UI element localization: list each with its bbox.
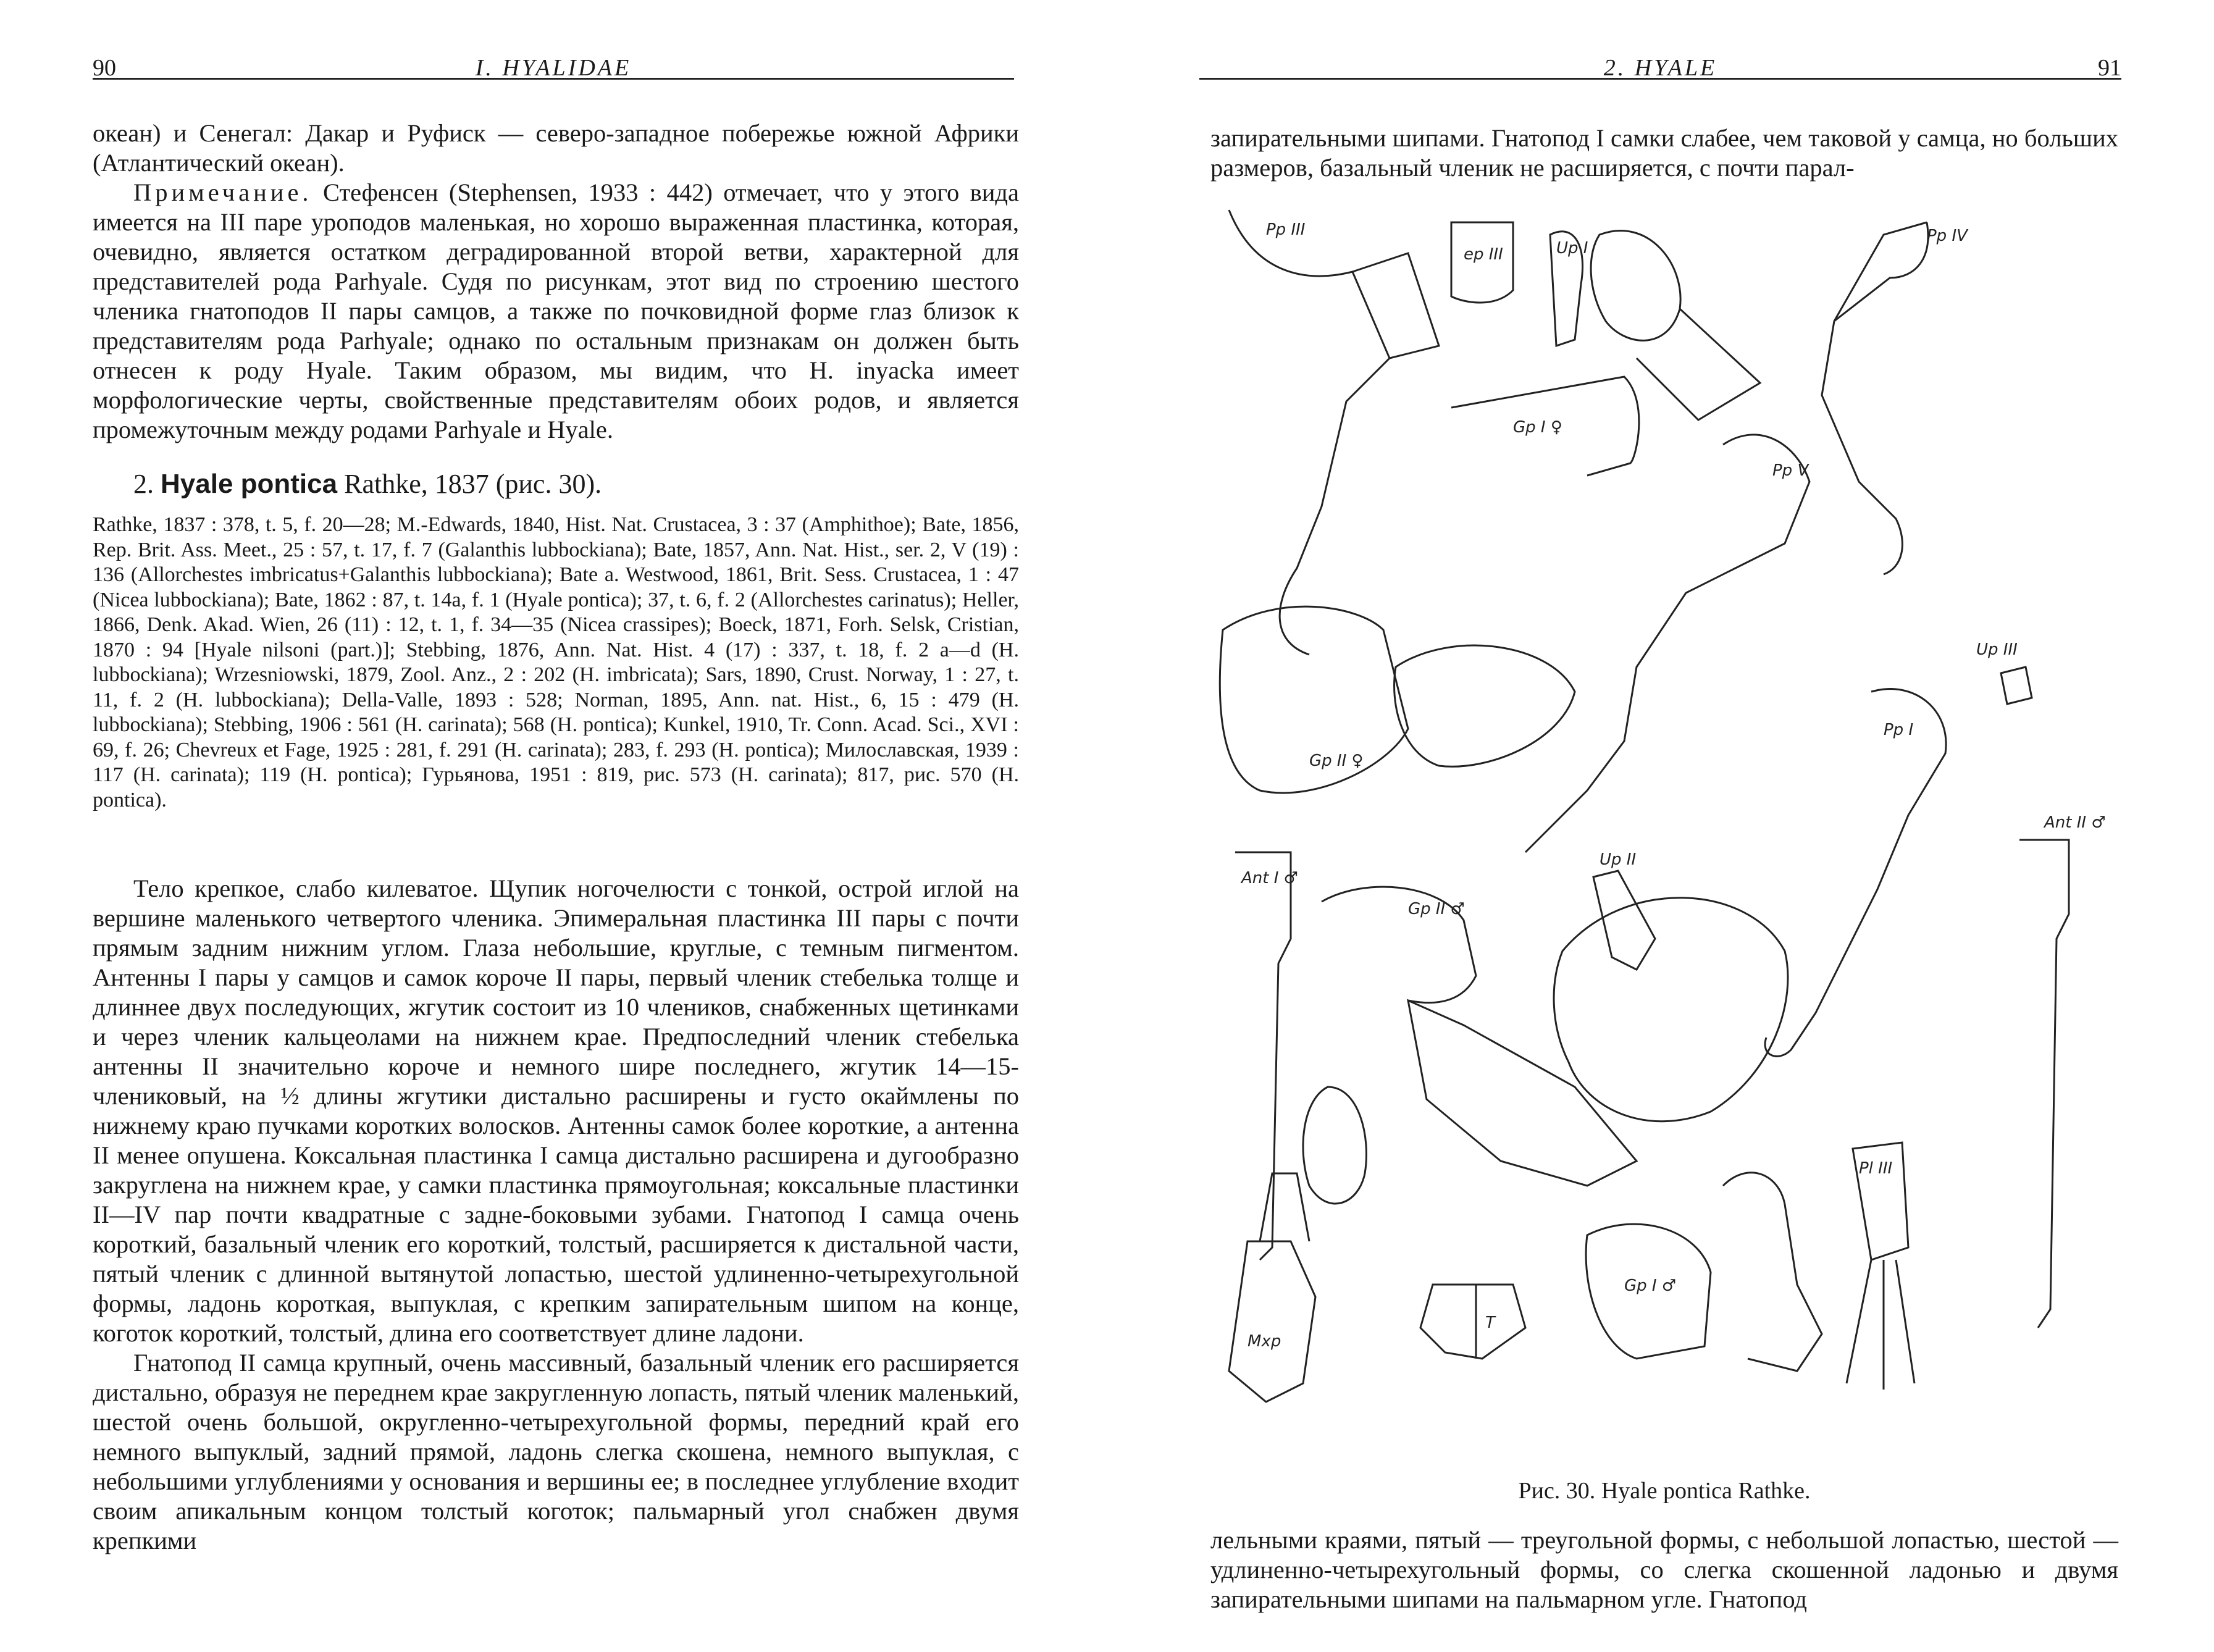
oval-plate [1303, 1087, 1367, 1204]
figure-30-drawing [1204, 198, 2137, 1476]
ant1-male [1235, 852, 1291, 1260]
figure-labels [1240, 220, 2106, 1351]
label-gp1-female: Gp I ♀ [1513, 418, 1562, 437]
up3-uropod [2001, 667, 2032, 704]
left-intro [93, 119, 1019, 445]
label-ant1-male: Ant I ♂ [1241, 869, 1298, 887]
pp3-leg [1229, 210, 1390, 655]
label-up3: Up III [1976, 640, 2018, 659]
label-ep3: ep III [1464, 245, 1503, 264]
label-gp2-male: Gp II ♂ [1408, 900, 1465, 918]
page-number-left: 90 [93, 55, 116, 81]
label-pp5: Pp V [1772, 461, 1809, 480]
gp1-upper [1591, 231, 1680, 341]
label-gp1-male: Gp I ♂ [1624, 1277, 1677, 1295]
running-title-right: 2. HYALE [1603, 55, 1717, 81]
species-author: Rathke, 1837 (рис. 30). [344, 469, 602, 499]
figure-caption: Рис. 30. Hyale pontica Rathke. [1518, 1478, 1811, 1504]
label-pp1: Pp I [1884, 721, 1914, 739]
page-number-right: 91 [2098, 55, 2121, 81]
ant2-male [2019, 840, 2069, 1328]
running-head-left [93, 48, 1014, 80]
up2-uropod [1593, 871, 1655, 970]
right-bottom-paragraph: лельными краями, пятый — треугольной формы, с небольшой лопастью, шестой — удлиненно-четырехугольный формы, со слегка скошенной ладонью и двумя запирательными шипами на пальмарном угле. Гнатопод [1210, 1526, 2118, 1613]
note-paragraph [93, 178, 1019, 445]
right-bottom-text [1210, 1525, 2118, 1614]
species-name: Hyale pontica [161, 469, 338, 499]
synonymy-list: Rathke, 1837 : 378, t. 5, f. 20—28; M.-Edwards, 1840, Hist. Nat. Crustacea, 3 : 37 (Amphithoe); Bate, 1856, Rep. Brit. Ass. Meet., 25 : 57, t. 17, f. 7 (Galanthis lubbockiana); Bate, 1857, Ann. Nat. Hist., ser. 2, V (19) : 136 (Allorchestes imbricatus+Galanthis lubbockiana); Bate a. Westwood, 1861, Brit. Sess. Crustacea, 1 : 47 (Nicea lubbockiana); Bate, 1862 : 87, t. 14a, f. 1 (Hyale pontica); 37, t. 6, f. 2 (Allorchestes carinatus); Heller, 1866, Denk. Akad. Wien, 26 (11) : 12, t. 1, f. 34—35 (Nicea crassipes); Boeck, 1871, Forh. Selsk, Cristian, 1870 : 94 [Hyale nilsoni (part.)]; Stebbing, 1876, Ann. Nat. Hist. 4 (17) : 337, t. 18, f. 2 a—d (H. lubbockiana); Wrzesniowski, 1879, Zool. Anz., 2 : 202 (H. imbricata); Sars, 1890, Crust. Norway, 1 : 27, t. 11, f. 2 (H. lubbockiana); Della-Valle, 1893 : 528; Norman, 1895, Ann. nat. Hist., 6, 15 : 479 (H. lubbockiana); Stebbing, 1906 : 561 (H. carinata); 568 (H. pontica); Kunkel, 1910, Tr. Conn. Acad. Sci., XVI : 69, f. 26; Chevreux et Fage, 1925 : 281, f. 291 (H. carinata); 283, f. 293 (H. pontica); Милославская, 1939 : 117 (H. carinata); 119 (H. pontica); Гурьянова, 1951 : 819, рис. 573 (H. carinata); 817, рис. 570 (H. pontica). [93, 513, 1019, 811]
description-paragraph-2: Гнатопод II самца крупный, очень массивный, базальный членик его расширяется дистально, образуя не переднем крае закругленную лопасть, пятый членик маленький, шестой очень большой, округленно-четырехугольной формы, передний край его немного выпуклый, задний прямой, ладонь слегка скошена, немного выпуклая, с небольшими углублениями у основания и вершины ее; в последнее углубление входит своим апикальным концом толстый коготок; пальмарный угол снабжен двумя крепкими [93, 1349, 1019, 1554]
pp1-leg [1765, 689, 1946, 1057]
label-pp3: Pp III [1266, 220, 1306, 239]
description-paragraph-1: Тело крепкое, слабо килеватое. Щупик ногочелюсти с тонкой, острой иглой на вершине маленького четвертого членика. Эпимеральная пластинка III пары с почти прямым задним нижним углом. Глаза небольшие, круглые, с темным пигментом. Антенны I пары у самцов и самок короче II пары, первый членик стебелька толще и длиннее двух последующих, жгутик состоит из 10 члеников, снабженных щетинками и через членик кальцеолами на нижнем крае. Предпоследний членик стебелька антенны II значительно короче и немного шире последнего, жгутик 14—15-члениковый, на ½ длины жгутики дистально расширены и густо окаймлены по нижнему краю пучками коротких волосков. Антенны самок более короткие, а антенна II менее опушена. Коксальная пластинка I самца дистально расширена и дугообразно закруглена на нижнем крае, у самки пластинка прямоугольная; коксальные пластинки II—IV пар почти квадратные с задне-боковыми зубами. Гнатопод I самца очень короткий, базальный членик его короткий, толстый, расширяется к дистальной части, пятый членик с длинной вытянутой лопастью, шестой удлиненно-четырехугольной формы, ладонь короткая, выпуклая, с крепким запирательным шипом на конце, коготок короткий, толстый, длина его соответствует длине ладони. [93, 874, 1019, 1347]
maxilliped [1229, 1241, 1315, 1402]
right-top-paragraph: запирательными шипами. Гнатопод I самки слабее, чем таковой у самца, но больших размеров, базальный членик не расширяется, с почти парал- [1210, 124, 2118, 182]
species-number: 2. [133, 469, 154, 499]
species-description [93, 874, 1019, 1556]
pp4-leg [1822, 222, 1928, 574]
label-pl3: Pl III [1859, 1159, 1893, 1178]
label-gp2-female: Gp II ♀ [1309, 752, 1364, 770]
gp2-male-propodus [1554, 898, 1788, 1122]
amphipod-illustration [1204, 198, 2137, 1476]
right-top-text [1210, 124, 2118, 183]
label-ant2-male: Ant II ♂ [2044, 813, 2106, 832]
label-up1: Up I [1556, 239, 1588, 258]
label-pp4: Pp IV [1927, 227, 1968, 245]
gp1-male-leg [1723, 1173, 1822, 1371]
label-telson: T [1485, 1314, 1495, 1332]
species-heading [93, 469, 1019, 499]
label-up2: Up II [1600, 850, 1637, 869]
note-label: Примечание. [133, 178, 312, 206]
label-mxp: Mxp [1247, 1332, 1281, 1351]
running-title-left: I. HYALIDAE [475, 55, 632, 81]
pp5-leg [1525, 435, 1809, 852]
intro-paragraph-1: океан) и Сенегал: Дакар и Руфиск — северо-западное побережье южной Африки (Атлантический океан). [93, 119, 1019, 177]
running-head-right [1199, 48, 2121, 80]
note-text: Стефенсен (Stephensen, 1933 : 442) отмечает, что у этого вида имеется на III паре уроподов маленькая, но хорошо выраженная пластинка, которая, очевидно, является остатком деградированной второй ветви, характерной для представителей рода Parhyale. Судя по рисункам, этот вид по строению шестого членика гнатоподов II пары самцов, а также по почковидной форме глаз близок к представителям рода Parhyale; однако по остальным признакам он должен быть отнесен к роду Hyale. Таким образом, мы видим, что H. inyacka имеет морфологические черты, свойственные представителям обоих родов, и является промежуточным между родами Parhyale и Hyale. [93, 178, 1019, 443]
telson [1420, 1285, 1525, 1359]
